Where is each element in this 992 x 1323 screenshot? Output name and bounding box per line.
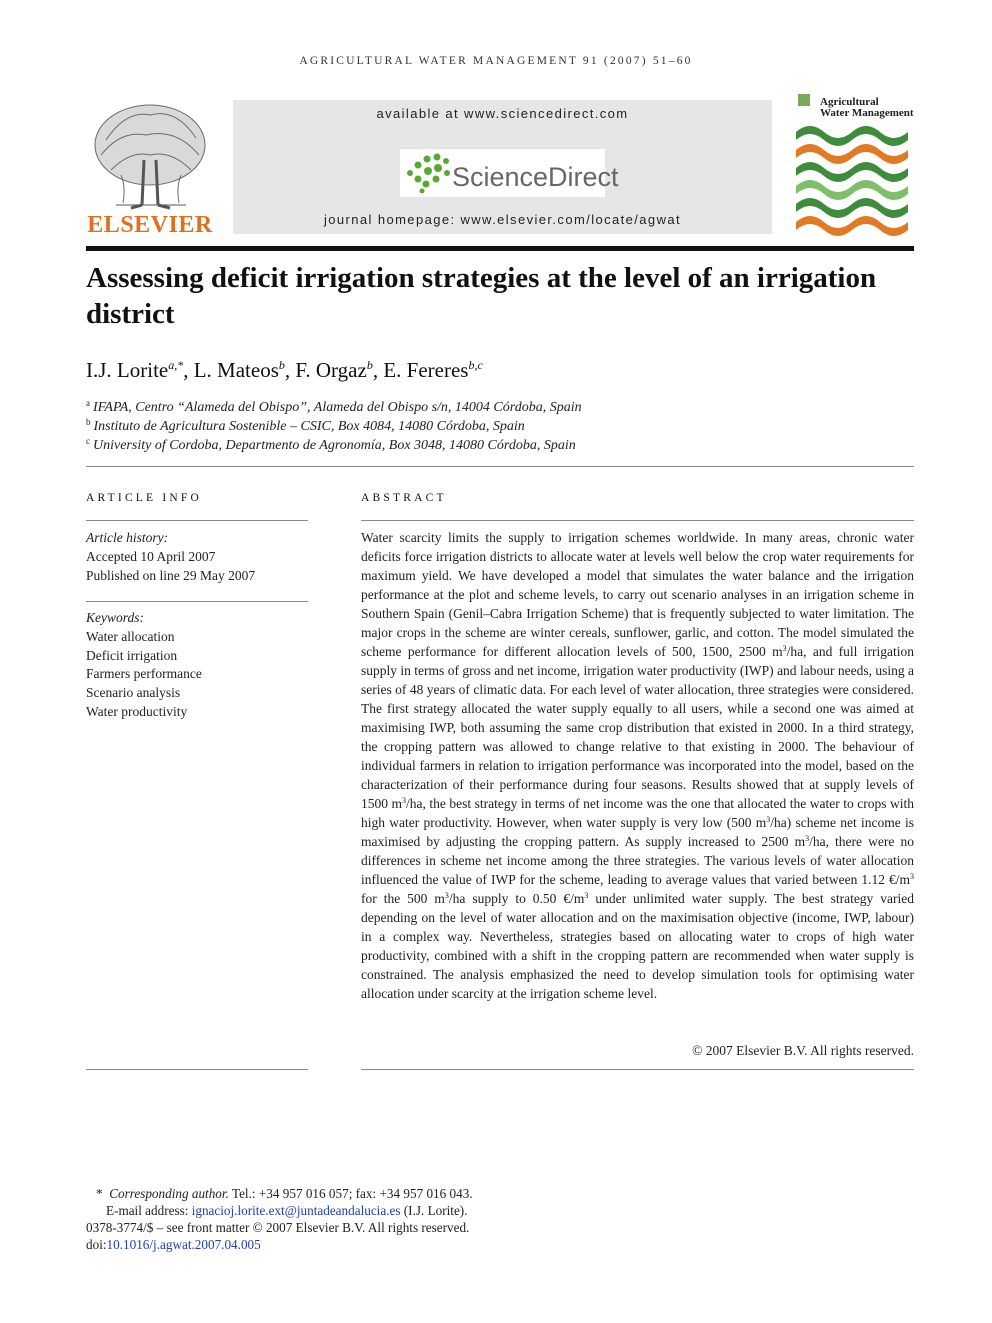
header-divider: [86, 246, 914, 251]
accepted-date: Accepted 10 April 2007: [86, 549, 216, 564]
published-date: Published on line 29 May 2007: [86, 568, 256, 583]
author-affiliation-mark[interactable]: b,c: [468, 358, 483, 372]
abstract-divider: [361, 520, 914, 521]
affiliation-b: [86, 417, 525, 435]
article-history-label: Article history:: [86, 530, 169, 545]
affiliation-a: [86, 398, 582, 416]
affiliation-mark: b: [86, 417, 91, 427]
keyword-item[interactable]: Farmers performance: [86, 666, 202, 681]
corresponding-label: Corresponding author.: [109, 1186, 229, 1201]
author-name[interactable]: E. Fereres: [383, 358, 469, 382]
email-suffix: (I.J. Lorite).: [400, 1203, 468, 1218]
author-separator: ,: [183, 358, 194, 382]
sciencedirect-name: ScienceDirect: [452, 162, 619, 192]
author-list: [86, 358, 483, 383]
doi-note: [86, 1236, 261, 1253]
abstract-text: Water scarcity limits the supply to irrigation schemes worldwide. In many areas, chronic water deficits force irrigation districts to allocate water at levels well below the crop water requirements for maximum yield. We have developed a model that simulates the water balance and the irrigation performance at the plot and scheme levels, to carry out scenario analyses in an irrigation scheme in Southern Spain (Genil–Cabra Irrigation Scheme) that is frequently subjected to water limitation. The major crops in the scheme are winter cereals, sunflower, garlic, and cotton. The model simulated the scheme performance for different allocation levels of 500, 1500, 2500 $m^3/ha$, and full irrigation supply in terms of gross and net income, irrigation water productivity (IWP) and labour needs, using a series of 48 years of climatic data. For each level of water allocation, three strategies were considered. The first strategy allocated the water supply equally to all users, while a second one was aimed at maximising IWP, both assuming the same crop distribution that existed in 2000. In a third strategy, the cropping pattern was allowed to change relative to that existing in 2000. The behaviour of individual farmers in relation to irrigation performance was incorporated into the model, based on the characterization of their performance during four seasons. Results showed that at supply levels of 1500 $m^3/ha$, the best strategy in terms of net income was the one that allocated the water to crops with high water productivity. However, when water supply is very low (500 $m^3/ha$) scheme net income is maximised by adjusting the cropping pattern. As supply increased to 2500 $m^3/ha$, there were no differences in scheme net income among the three strategies. The various levels of water allocation influenced the value of IWP for the scheme, leading to average values that varied between 1.12 $€/m^3$ for the 500 $m^3/ha$ supply to 0.50 $€/m^3$ under unlimited water supply. The best strategy varied depending on the level of water allocation and on the maximisation objective (income, IWP, labour) in a complex way. Nevertheless, strategies based on allocating water to crops of high water productivity, combined with a shift in the cropping pattern are recommended when water supply is constrained. The analysis emphasized the need to develop simulation tools for optimising water allocation under scarcity at the irrigation scheme level.: [361, 530, 915, 1001]
email-note: [106, 1202, 468, 1219]
author-separator: ,: [284, 358, 296, 382]
author-name[interactable]: I.J. Lorite: [86, 358, 169, 382]
copyright-notice: © 2007 Elsevier B.V. All rights reserved.: [692, 1043, 914, 1058]
section-divider: [86, 466, 914, 467]
issn-note: 0378-3774/$ – see front matter © 2007 Elsevier B.V. All rights reserved.: [86, 1220, 470, 1235]
email-link[interactable]: ignacioj.lorite.ext@juntadeandalucia.es: [191, 1203, 401, 1218]
author-affiliation-mark[interactable]: b: [366, 358, 373, 372]
affiliation-mark: c: [86, 436, 90, 446]
keyword-item[interactable]: Scenario analysis: [86, 685, 181, 700]
author-name[interactable]: L. Mateos: [193, 358, 279, 382]
keyword-item[interactable]: Water productivity: [86, 704, 188, 719]
corresponding-contact: Tel.: +34 957 016 057; fax: +34 957 016 043.: [228, 1186, 473, 1201]
journal-homepage-link[interactable]: journal homepage: www.elsevier.com/locate/agwat: [323, 212, 681, 227]
running-head: AGRICULTURAL WATER MANAGEMENT 91 (2007) 51–60: [299, 55, 693, 67]
article-info-divider: [86, 520, 308, 521]
corresponding-author-note: [96, 1185, 473, 1202]
journal-cover-title-line2: Water Management: [820, 107, 914, 119]
footnote-star: *: [96, 1186, 103, 1201]
affiliation-mark: a: [86, 398, 90, 408]
author-affiliation-mark[interactable]: a,*: [168, 358, 184, 372]
abstract-heading: ABSTRACT: [361, 492, 447, 504]
abstract-bottom-rule: [361, 1069, 914, 1070]
author-affiliation-mark[interactable]: b: [278, 358, 285, 372]
keyword-item[interactable]: Water allocation: [86, 629, 175, 644]
affiliation-c: [86, 436, 576, 454]
doi-label: doi:: [86, 1237, 107, 1252]
affiliation-text: University of Cordoba, Departmento de Agronomía, Box 3048, 14080 Córdoba, Spain: [93, 438, 576, 453]
keyword-item[interactable]: Deficit irrigation: [86, 648, 178, 663]
email-label: E-mail address:: [106, 1203, 192, 1218]
affiliation-text: Instituto de Agricultura Sostenible – CSIC, Box 4084, 14080 Córdoba, Spain: [93, 419, 525, 434]
available-at-link[interactable]: available at www.sciencedirect.com: [376, 106, 629, 121]
affiliation-text: IFAPA, Centro “Alameda del Obispo”, Alameda del Obispo s/n, 14004 Córdoba, Spain: [93, 400, 582, 415]
article-info-bottom-rule: [86, 1069, 308, 1070]
journal-cover-title-line1: Agricultural: [820, 96, 879, 108]
author-name[interactable]: F. Orgaz: [295, 358, 367, 382]
article-info-heading: ARTICLE INFO: [86, 492, 202, 504]
elsevier-wordmark: ELSEVIER: [87, 212, 213, 238]
journal-cover-title: [820, 97, 914, 119]
paper-title: Assessing deficit irrigation strategies at the level of an irrigation district: [86, 262, 877, 330]
doi-link[interactable]: 10.1016/j.agwat.2007.04.005: [106, 1237, 261, 1252]
keywords-label: Keywords:: [86, 610, 144, 625]
keywords-divider: [86, 601, 308, 602]
sciencedirect-leaf-icon: [402, 151, 454, 195]
author-separator: ,: [372, 358, 384, 382]
